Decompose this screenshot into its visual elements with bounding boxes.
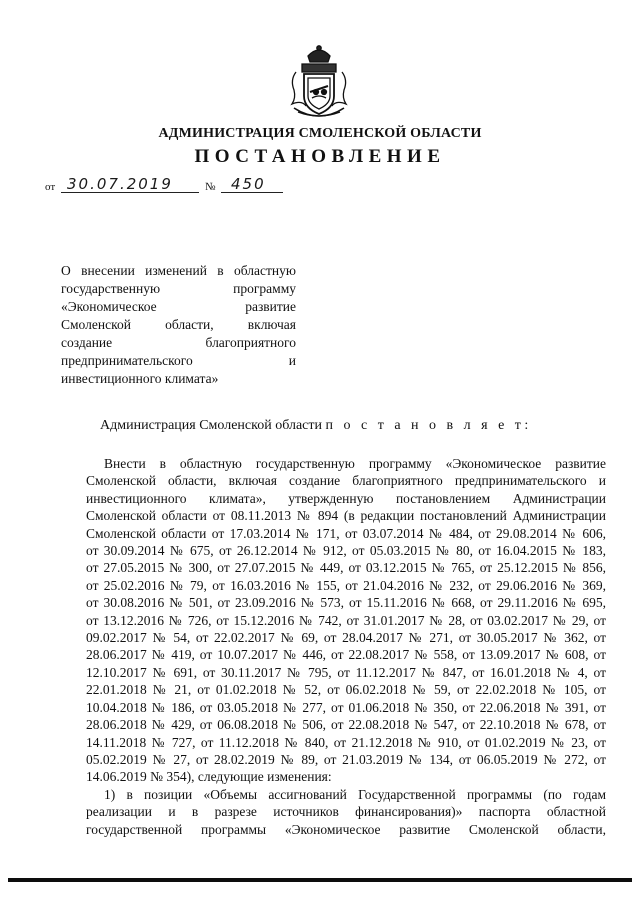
subject-line: «Экономическое развитие xyxy=(61,299,296,314)
body-line: 28.06.2017 № 419, от 10.07.2017 № 446, от 22.08.2017 № 558, от 13.09.2017 № 608, от xyxy=(86,647,606,663)
subject-line: государственную программу xyxy=(61,281,296,296)
subject-line: инвестиционного климата» xyxy=(61,371,219,386)
body-line: от 27.05.2015 № 300, от 27.07.2015 № 449, от 03.12.2015 № 765, от 25.12.2015 № 856, xyxy=(86,560,606,576)
body-line: от 30.09.2014 № 675, от 26.12.2014 № 912, от 05.03.2015 № 80, от 16.04.2015 № 183, xyxy=(86,543,606,559)
document-subject xyxy=(61,262,296,388)
body-line: 1) в позиции «Объемы ассигнований Государственной программы (по годам xyxy=(104,786,606,802)
body-line: 28.06.2018 № 429, от 06.08.2018 № 506, от 22.08.2018 № 547, от 22.10.2018 № 678, от xyxy=(86,717,606,733)
subject-line: создание благоприятного xyxy=(61,335,296,350)
document-type-title: ПОСТАНОВЛЕНИЕ xyxy=(194,146,446,167)
decree-statement xyxy=(100,418,532,434)
page-bottom-rule xyxy=(8,878,632,882)
document-body xyxy=(86,455,606,838)
body-line: 14.06.2019 № 354), следующие изменения: xyxy=(86,769,332,785)
subject-line: предпринимательского и xyxy=(61,353,296,368)
body-line: от 30.08.2016 № 501, от 23.09.2016 № 573, от 15.11.2016 № 668, от 29.11.2016 № 695, xyxy=(86,595,606,611)
body-line: Внести в областную государственную программу «Экономическое развитие xyxy=(104,456,606,471)
body-line: Смоленской области, включая создание благоприятного предпринимательского и xyxy=(86,473,606,489)
body-line: Смоленской области от 17.03.2014 № 171, от 03.07.2014 № 484, от 29.08.2014 № 606, xyxy=(86,525,606,541)
body-line: 12.10.2017 № 691, от 30.11.2017 № 795, от 11.12.2017 № 847, от 16.01.2018 № 4, от xyxy=(86,664,606,680)
body-line: 22.01.2018 № 21, от 01.02.2018 № 52, от 06.02.2018 № 59, от 22.02.2018 № 105, от xyxy=(86,682,606,698)
body-line: 14.11.2018 № 727, от 11.12.2018 № 840, от 21.12.2018 № 910, от 01.02.2019 № 23, от xyxy=(86,734,606,750)
body-line: государственной программы «Экономическое развитие Смоленской области, xyxy=(86,821,606,837)
body-line: 10.04.2018 № 186, от 03.05.2018 № 277, от 01.06.2018 № 350, от 22.06.2018 № 391, от xyxy=(86,699,606,715)
body-line: Смоленской области от 08.11.2013 № 894 (в редакции постановлений Администрации xyxy=(86,508,606,524)
body-line: от 25.02.2016 № 79, от 16.03.2016 № 155, от 21.04.2016 № 232, от 29.06.2016 № 369, xyxy=(86,577,606,593)
subject-line: Смоленской области, включая xyxy=(61,317,296,332)
body-line: реализации и в разрезе источников финансирования)» паспорта областной xyxy=(86,804,606,820)
decree-verb: п о с т а н о в л я е т: xyxy=(325,418,532,433)
handwritten-date: 30.07.2019 xyxy=(67,175,173,193)
number-label: № xyxy=(205,181,216,193)
decree-lead: Администрация Смоленской области xyxy=(100,418,323,433)
body-line: 05.02.2019 № 27, от 28.02.2019 № 89, от 21.03.2019 № 134, от 06.05.2019 № 272, от xyxy=(86,751,606,767)
handwritten-number: 450 xyxy=(231,175,266,193)
smolensk-coat-of-arms-icon xyxy=(282,42,356,122)
body-line: от 13.12.2016 № 726, от 15.12.2016 № 742, от 31.01.2017 № 28, от 03.02.2017 № 29, от xyxy=(86,612,606,628)
body-line: 09.02.2017 № 54, от 22.02.2017 № 69, от 28.04.2017 № 271, от 30.05.2017 № 362, от xyxy=(86,630,606,646)
body-line: инвестиционного климата», утвержденную постановлением Администрации xyxy=(86,490,606,506)
date-number-line xyxy=(45,175,305,197)
date-label: от xyxy=(45,181,56,193)
subject-line: О внесении изменений в областную xyxy=(61,263,296,278)
organization-name: АДМИНИСТРАЦИЯ СМОЛЕНСКОЙ ОБЛАСТИ xyxy=(158,126,482,141)
